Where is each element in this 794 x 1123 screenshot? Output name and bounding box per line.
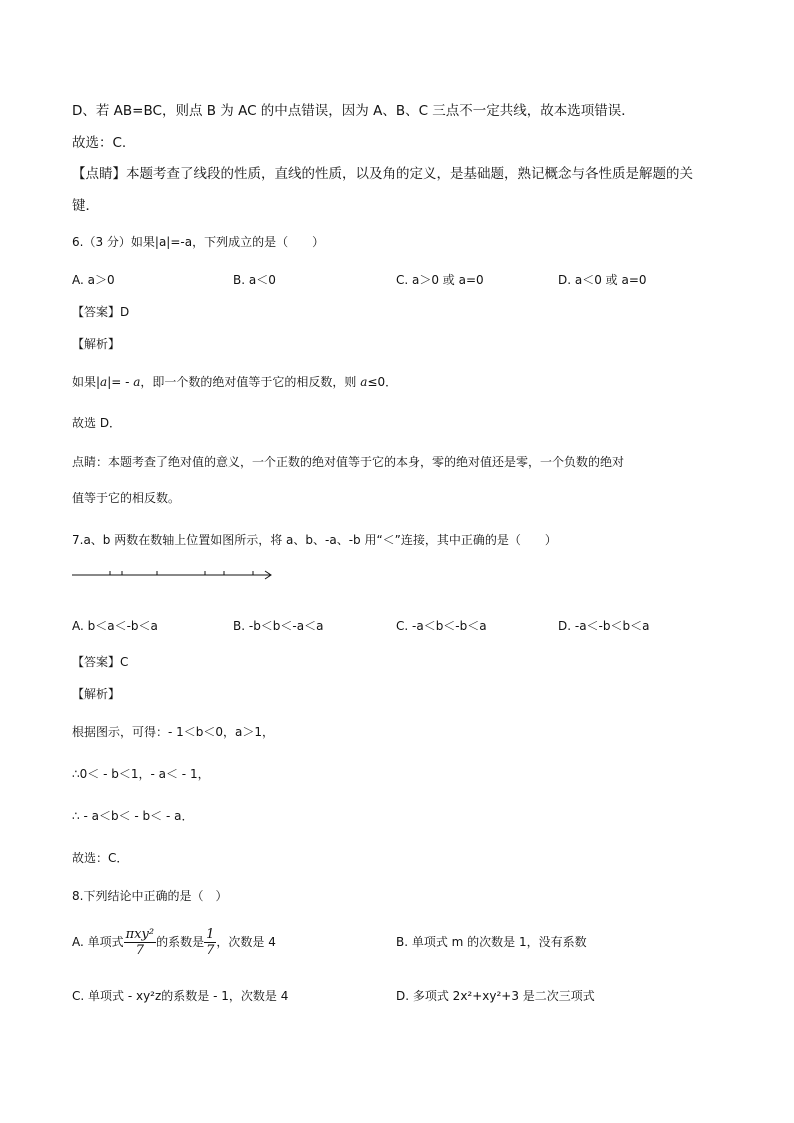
q7-answer: 【答案】C — [72, 655, 129, 669]
number-line-figure — [70, 566, 280, 600]
q7-step-1: 根据图示，可得：- 1＜b＜0，a＞1， — [72, 725, 275, 739]
q7-option-c: C. -a＜b＜-b＜a — [396, 619, 487, 633]
line-choose-c: 故选：C. — [72, 135, 127, 151]
q6-choose: 故选 D． — [72, 416, 122, 430]
q6-answer: 【答案】D — [72, 305, 130, 319]
question-8: 8.下列结论中正确的是（ ） — [72, 889, 228, 903]
q7-step-2: ∴0＜ - b＜1，- a＜ - 1， — [72, 767, 210, 781]
q7-option-d: D. -a＜-b＜b＜a — [558, 619, 650, 633]
fraction-pixy2-over-7: $\frac{\text{πxy²}}{7}$ — [125, 927, 155, 958]
q7-step-3: ∴ - a＜b＜ - b＜ - a． — [72, 809, 194, 823]
q6-option-d: D. a＜0 或 a=0 — [558, 273, 647, 287]
q7-option-a: A. b＜a＜-b＜a — [72, 619, 158, 633]
q6-analysis-heading: 【解析】 — [72, 337, 121, 351]
q7-analysis-heading: 【解析】 — [72, 687, 121, 701]
q8-option-b: B. 单项式 m 的次数是 1，没有系数 — [396, 935, 587, 949]
q6-option-b: B. a＜0 — [233, 273, 276, 287]
q6-option-c: C. a＞0 或 a=0 — [396, 273, 484, 287]
q6-note-1: 点睛：本题考查了绝对值的意义，一个正数的绝对值等于它的本身，零的绝对值还是零，一个负数的绝对 — [72, 455, 625, 469]
fraction-1-over-7: $\frac{1}{7}$ — [206, 927, 215, 958]
line-note-1: 【点睛】本题考查了线段的性质，直线的性质，以及角的定义，是基础题，熟记概念与各性质是解题的关 — [72, 166, 693, 182]
q6-option-a: A. a＞0 — [72, 273, 115, 287]
q8-option-d: D. 多项式 2x²+xy²+3 是二次三项式 — [396, 989, 595, 1003]
line-note-2: 键． — [72, 198, 99, 214]
q7-option-b: B. -b＜b＜-a＜a — [233, 619, 324, 633]
q6-solution: 如果|a|= - a，即一个数的绝对值等于它的相反数，则 a≤0． — [72, 375, 398, 389]
q8-option-a: A. 单项式 $\frac{\text{πxy²}}{7}$ 的系数是 $\frac{1}{7}$ ，次数是 4 — [72, 927, 276, 958]
question-7: 7.a、b 两数在数轴上位置如图所示，将 a、b、-a、-b 用“＜”连接，其中正确的是（ ） — [72, 533, 557, 547]
question-6: 6.（3 分）如果|a|=-a，下列成立的是（ ） — [72, 235, 325, 249]
line-option-d-explanation: D、若 AB=BC，则点 B 为 AC 的中点错误，因为 A、B、C 三点不一定共线，故本选项错误． — [72, 103, 635, 119]
q7-choose: 故选：C． — [72, 851, 129, 865]
q6-note-2: 值等于它的相反数。 — [72, 491, 181, 505]
q8-option-c: C. 单项式 - xy²z的系数是 - 1，次数是 4 — [72, 989, 289, 1003]
